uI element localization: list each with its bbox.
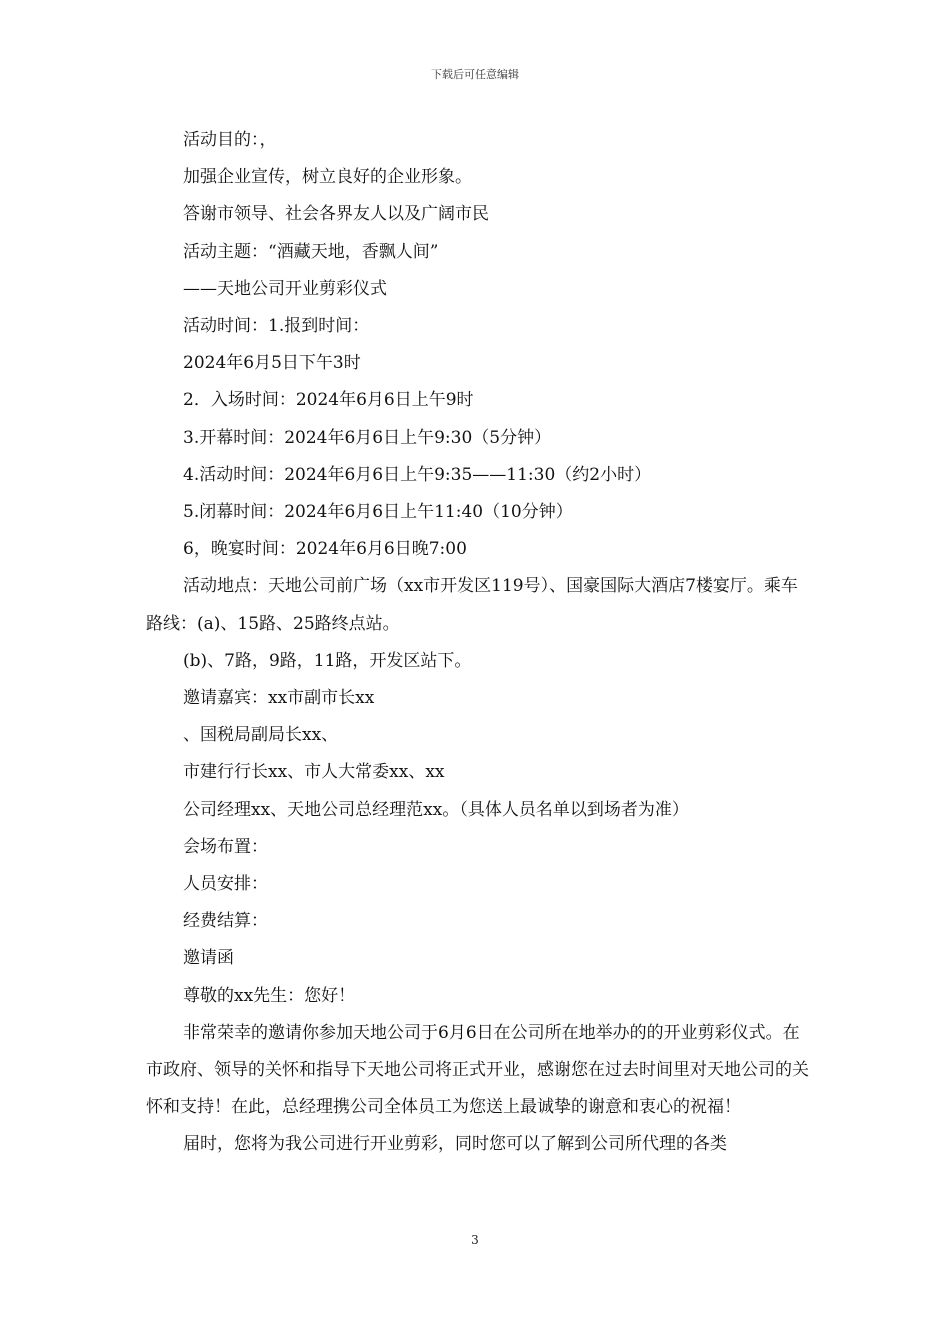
text-line: 2024年6月5日下午3时 — [183, 353, 361, 374]
text-line: ——天地公司开业剪彩仪式 — [183, 278, 387, 299]
text-line: 、国税局副局长xx、 — [183, 725, 339, 746]
text-line: 2．入场时间：2024年6月6日上午9时 — [183, 390, 474, 411]
text-line: 公司经理xx、天地公司总经理范xx。（具体人员名单以到场者为准） — [183, 799, 689, 820]
invitation-paragraph: 非常荣幸的邀请你参加天地公司于6月6日在公司所在地举办的的开业剪彩仪式。在市政府、领导的关怀和指导下天地公司将正式开业，感谢您在过去时间里对天地公司的关怀和支持！在此，总经理携公司全体员工为您送上最诚挚的谢意和衷心的祝福！ — [146, 1022, 809, 1118]
salutation: 尊敬的xx先生：您好！ — [183, 985, 356, 1006]
text-line: 4.活动时间：2024年6月6日上午9:35——11:30（约2小时） — [183, 464, 652, 485]
text-line: 3.开幕时间：2024年6月6日上午9:30（5分钟） — [183, 427, 552, 448]
text-line: 邀请嘉宾：xx市副市长xx — [183, 688, 375, 709]
text-line: 加强企业宣传，树立良好的企业形象。 — [183, 167, 472, 188]
document-body — [146, 122, 810, 1164]
text-line: 答谢市领导、社会各界友人以及广阔市民 — [183, 204, 489, 225]
text-line: 6，晚宴时间：2024年6月6日晚7:00 — [183, 539, 467, 560]
text-line: 会场布置： — [183, 836, 268, 857]
text-line: 活动主题：“酒藏天地，香飘人间” — [183, 241, 439, 262]
text-line: 5.闭幕时间：2024年6月6日上午11:40（10分钟） — [183, 502, 573, 523]
text-line: 活动目的：， — [183, 130, 277, 150]
text-line: 经费结算： — [183, 911, 268, 932]
page-number: 3 — [471, 1233, 479, 1247]
page-header-note: 下载后可任意编辑 — [431, 68, 519, 81]
invitation-paragraph-continued: 届时，您将为我公司进行开业剪彩，同时您可以了解到公司所代理的各类 — [183, 1134, 727, 1155]
text-line: 人员安排： — [183, 874, 268, 895]
location-paragraph: 活动地点：天地公司前广场（xx市开发区119号）、国豪国际大酒店7楼宴厅。乘车路线：(a)、15路、25路终点站。 — [146, 576, 798, 634]
text-line: 活动时间：1.报到时间： — [183, 316, 370, 337]
text-line: (b)、7路，9路，11路，开发区站下。 — [183, 650, 472, 671]
invitation-title: 邀请函 — [183, 948, 234, 969]
text-line: 市建行行长xx、市人大常委xx、xx — [183, 762, 445, 783]
